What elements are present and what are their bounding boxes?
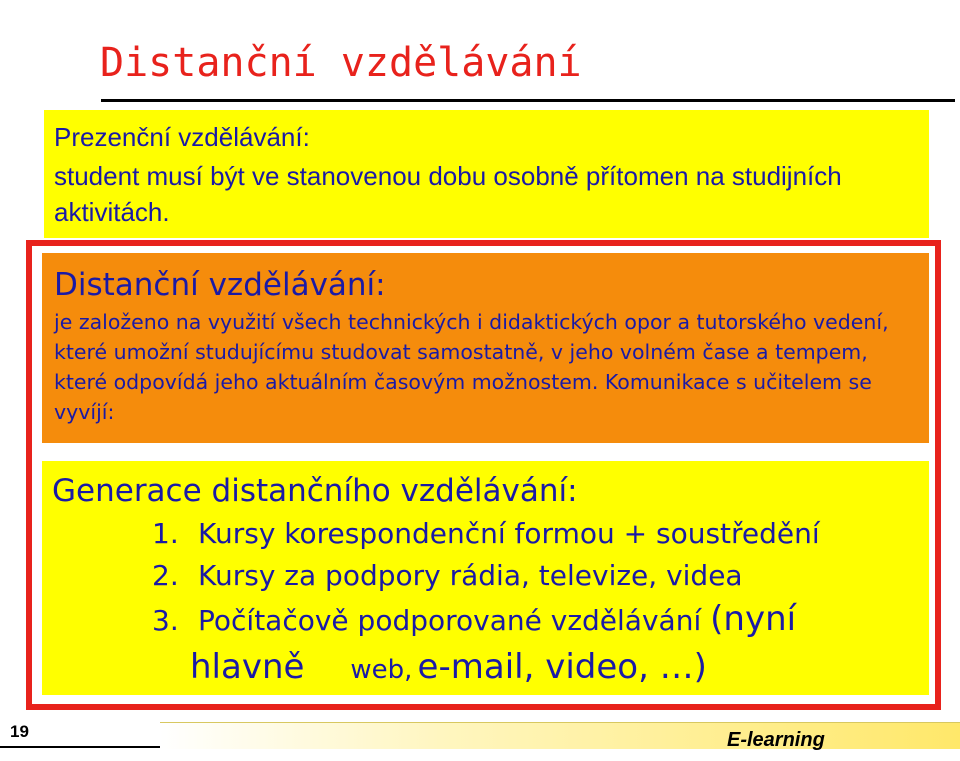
generation-cont-word-1: hlavně <box>190 647 305 687</box>
generation-number: 1. <box>152 517 179 550</box>
slide-title: Distanční vzdělávání <box>100 40 582 86</box>
footer-brand: E-learning <box>727 729 825 751</box>
generations-heading: Generace distančního vzdělávání: <box>52 473 578 509</box>
presence-box <box>44 110 929 238</box>
generation-item-2 <box>152 559 743 592</box>
footer-bar <box>160 722 960 749</box>
presence-text <box>54 158 874 230</box>
generation-cont-word-2: web, <box>350 655 413 685</box>
generation-item-1 <box>152 517 820 550</box>
generation-item-3 <box>152 599 796 639</box>
page-number: 19 <box>10 722 29 741</box>
generations-box <box>42 461 929 695</box>
generation-number: 3. <box>152 604 179 637</box>
distance-box <box>42 253 929 443</box>
presence-text-body: student musí být ve stanovenou dobu osobně přítomen na studijních aktivitách. <box>54 161 842 227</box>
title-underline <box>101 99 955 102</box>
distance-heading: Distanční vzdělávání: <box>54 267 386 303</box>
footer-left-rule <box>0 746 160 748</box>
distance-text: je založeno na využití všech technických i didaktických opor a tutorského vedení, které umožní studujícímu studovat samostatně, v jeho volném čase a tempem, které odpovídá jeho aktuálním časovým možnostem. Komunikace s učitelem se vyvíjí: <box>54 310 889 424</box>
generation-cont-word-3: e-mail, video, …) <box>417 647 707 687</box>
generation-text: Kursy za podpory rádia, televize, videa <box>198 559 743 592</box>
generation-text: Počítačově podporované vzdělávání <box>198 604 702 637</box>
presence-heading: Prezenční vzdělávání: <box>54 122 310 152</box>
generation-text: Kursy korespondenční formou + soustředění <box>198 517 820 550</box>
generation-text-large: (nyní <box>710 599 797 639</box>
generation-item-3-continued <box>190 647 707 687</box>
generation-number: 2. <box>152 559 179 592</box>
